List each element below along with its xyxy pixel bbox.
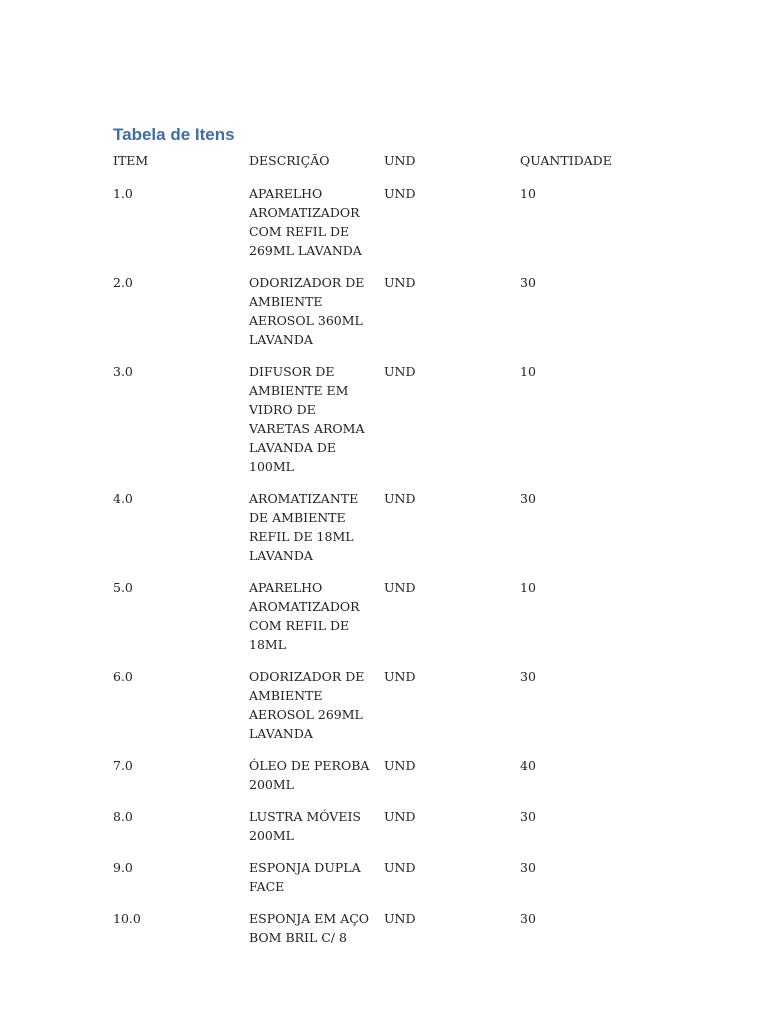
cell-item: 10.0 [113,911,141,926]
table-row [113,184,673,273]
cell-descricao: APARELHO AROMATIZADOR COM REFIL DE 269ML LAVANDA [249,186,362,258]
header-quantidade: QUANTIDADE [520,153,612,168]
table-row [113,273,673,362]
cell-quantidade: 30 [520,669,536,684]
cell-descricao: AROMATIZANTE DE AMBIENTE REFIL DE 18ML LAVANDA [249,491,359,563]
cell-descricao: APARELHO AROMATIZADOR COM REFIL DE 18ML [249,580,360,652]
table-header-row [113,151,673,184]
cell-item: 2.0 [113,275,133,290]
table-row [113,858,673,909]
header-descricao: DESCRIÇÃO [249,153,330,168]
table-row [113,807,673,858]
cell-und: UND [384,809,416,824]
table-row [113,489,673,578]
cell-descricao: ODORIZADOR DE AMBIENTE AEROSOL 360ML LAVANDA [249,275,365,347]
cell-item: 3.0 [113,364,133,379]
table-title: Tabela de Itens [113,125,235,144]
cell-item: 4.0 [113,491,133,506]
table-row [113,909,673,960]
cell-item: 6.0 [113,669,133,684]
cell-quantidade: 30 [520,809,536,824]
table-row [113,362,673,489]
cell-descricao: ÓLEO DE PEROBA 200ML [249,758,370,792]
cell-descricao: DIFUSOR DE AMBIENTE EM VIDRO DE VARETAS AROMA LAVANDA DE 100ML [249,364,365,474]
cell-descricao: ESPONJA DUPLA FACE [249,860,361,894]
cell-quantidade: 40 [520,758,536,773]
cell-und: UND [384,669,416,684]
cell-quantidade: 10 [520,580,536,595]
document-page [113,125,673,960]
table-row [113,578,673,667]
cell-descricao: ODORIZADOR DE AMBIENTE AEROSOL 269ML LAVANDA [249,669,365,741]
header-item: ITEM [113,153,149,168]
cell-item: 1.0 [113,186,133,201]
table-row [113,667,673,756]
cell-und: UND [384,860,416,875]
cell-descricao: LUSTRA MÓVEIS 200ML [249,809,361,843]
cell-quantidade: 10 [520,364,536,379]
cell-und: UND [384,275,416,290]
cell-item: 7.0 [113,758,133,773]
cell-und: UND [384,491,416,506]
cell-quantidade: 30 [520,911,536,926]
table-row [113,756,673,807]
cell-descricao: ESPONJA EM AÇO BOM BRIL C/ 8 [249,911,370,945]
cell-item: 5.0 [113,580,133,595]
header-und: UND [384,153,416,168]
cell-und: UND [384,364,416,379]
cell-quantidade: 10 [520,186,536,201]
cell-item: 8.0 [113,809,133,824]
cell-und: UND [384,758,416,773]
cell-und: UND [384,186,416,201]
cell-und: UND [384,580,416,595]
cell-quantidade: 30 [520,275,536,290]
cell-item: 9.0 [113,860,133,875]
cell-quantidade: 30 [520,491,536,506]
items-table [113,151,673,960]
cell-quantidade: 30 [520,860,536,875]
cell-und: UND [384,911,416,926]
